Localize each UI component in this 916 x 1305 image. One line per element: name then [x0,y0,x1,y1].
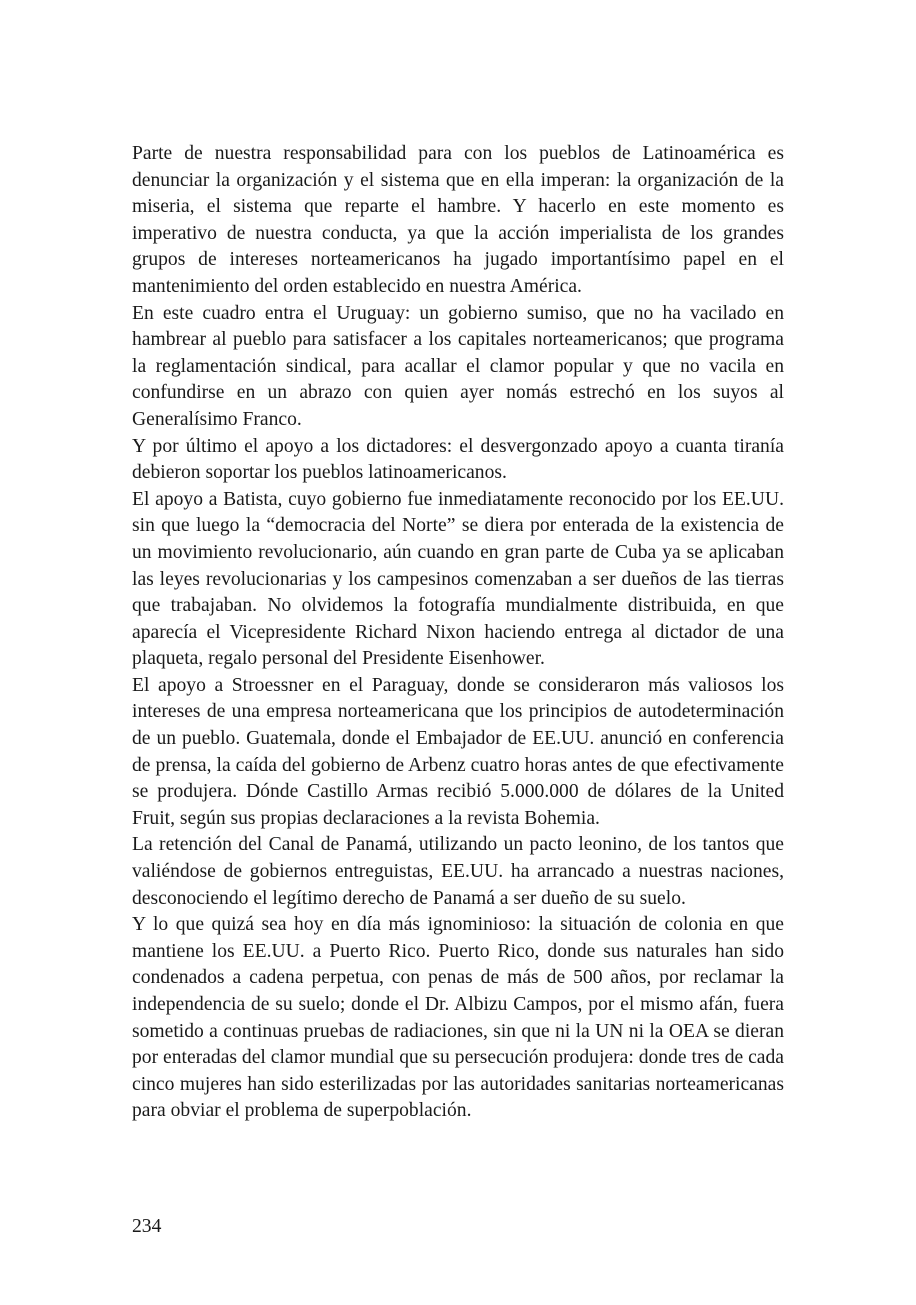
paragraph-3: Y por último el apoyo a los dictadores: el desvergonzado apoyo a cuanta tiranía debieron soportar los pueblos latinoamericanos. [132,435,784,484]
paragraph-1: Parte de nuestra responsabilidad para con los pueblos de Latinoamérica es denunciar la organización y el sistema que en ella imperan: la organización de la miseria, el sistema que reparte el hambre. Y hacerlo en este momento es imperativo de nuestra conducta, ya que la acción imperialista de los grandes grupos de intereses norteamericanos ha jugado importantísimo papel en el mantenimiento del orden establecido en nuestra América. [132,143,784,297]
paragraph-5: El apoyo a Stroessner en el Paraguay, donde se consideraron más valiosos los intereses de una empresa norteamericana que los principios de autodeterminación de un pueblo. Guatemala, donde el Embajador de EE.UU. anunció en conferencia de prensa, la caída del gobierno de Arbenz cuatro horas antes de que efectivamente se produjera. Dónde Castillo Armas recibió 5.000.000 de dólares de la United Fruit, según sus propias declaraciones a la revista Bohemia. [132,674,784,829]
paragraph-7: Y lo que quizá sea hoy en día más ignominioso: la situación de colonia en que mantiene los EE.UU. a Puerto Rico. Puerto Rico, donde sus naturales han sido condenados a cadena perpetua, con penas de más de 500 años, por reclamar la independencia de su suelo; donde el Dr. Albizu Campos, por el mismo afán, fuera sometido a continuas pruebas de radiaciones, sin que ni la UN ni la OEA se dieran por enteradas del clamor mundial que su persecución produjera: donde tres de cada cinco mujeres han sido esterilizadas por las autoridades sanitarias norteamericanas para obviar el problema de superpoblación. [132,914,784,1122]
page-number: 234 [132,1216,162,1237]
body-text [132,141,784,1125]
paragraph-4: El apoyo a Batista, cuyo gobierno fue inmediatamente reconocido por los EE.UU. sin que luego la “democracia del Norte” se diera por enterada de la existencia de un movimiento revolucionario, aún cuando en gran parte de Cuba ya se aplicaban las leyes revolucionarias y los campesinos comenzaban a ser dueños de las tierras que trabajaban. No olvidemos la fotografía mundialmente distribuida, en que aparecía el Vicepresidente Richard Nixon haciendo entrega al dictador de una plaqueta, regalo personal del Presidente Eisenhower. [132,488,784,670]
paragraph-2: En este cuadro entra el Uruguay: un gobierno sumiso, que no ha vacilado en hambrear al pueblo para satisfacer a los capitales norteamericanos; que programa la reglamentación sindical, para acallar el clamor popular y que no vacila en confundirse en un abrazo con quien ayer nomás estrechó en los suyos al Generalísimo Franco. [132,302,784,430]
paragraph-6: La retención del Canal de Panamá, utilizando un pacto leonino, de los tantos que valiéndose de gobiernos entreguistas, EE.UU. ha arrancado a nuestras naciones, desconociendo el legítimo derecho de Panamá a ser dueño de su suelo. [132,834,784,909]
